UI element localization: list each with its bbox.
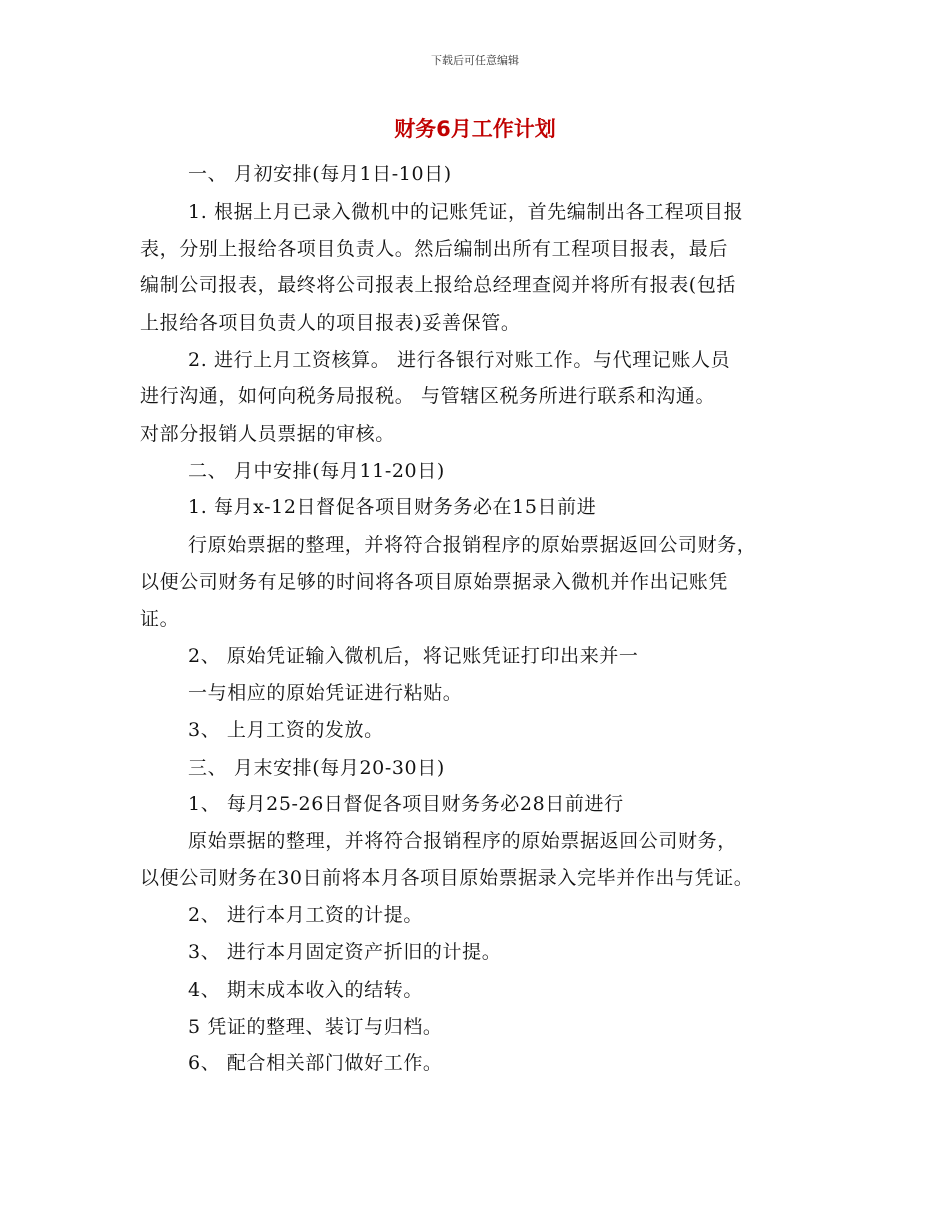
- section-heading-early-month: 一、 月初安排(每月1日-10日): [188, 163, 452, 185]
- section-heading-mid-month: 二、 月中安排(每月11-20日): [188, 460, 445, 482]
- paragraph-line: 3、 上月工资的发放。: [188, 719, 384, 741]
- paragraph-line: 以便公司财务有足够的时间将各项目原始票据录入微机并作出记账凭: [140, 571, 729, 593]
- paragraph-line: 1. 根据上月已录入微机中的记账凭证，首先编制出各工程项目报: [188, 201, 744, 223]
- paragraph-line: 3、 进行本月固定资产折旧的计提。: [188, 941, 502, 963]
- paragraph-line: 6、 配合相关部门做好工作。: [188, 1052, 443, 1074]
- paragraph-line: 原始票据的整理，并将符合报销程序的原始票据返回公司财务，: [188, 830, 737, 852]
- paragraph-line: 以便公司财务在30日前将本月各项目原始票据录入完毕并作出与凭证。: [140, 867, 754, 889]
- paragraph-line: 证。: [140, 608, 180, 630]
- paragraph-line: 1. 每月x-12日督促各项目财务务必在15日前进: [188, 496, 597, 518]
- paragraph-line: 上报给各项目负责人的项目报表)妥善保管。: [140, 312, 521, 334]
- header-note: 下载后可任意编辑: [431, 54, 519, 67]
- paragraph-line: 5 凭证的整理、装订与归档。: [188, 1016, 443, 1038]
- paragraph-line: 2、 原始凭证输入微机后，将记账凭证打印出来并一: [188, 645, 639, 667]
- paragraph-line: 行原始票据的整理，并将符合报销程序的原始票据返回公司财务，: [188, 534, 757, 556]
- paragraph-line: 2. 进行上月工资核算。 进行各银行对账工作。与代理记账人员: [188, 349, 731, 371]
- page-title: 财务6月工作计划: [394, 117, 556, 141]
- paragraph-line: 表，分别上报给各项目负责人。然后编制出所有工程项目报表，最后: [140, 238, 729, 260]
- paragraph-line: 2、 进行本月工资的计提。: [188, 904, 423, 926]
- paragraph-line: 进行沟通，如何向税务局报税。 与管辖区税务所进行联系和沟通。: [140, 385, 716, 407]
- paragraph-line: 一与相应的原始凭证进行粘贴。: [188, 682, 463, 704]
- paragraph-line: 对部分报销人员票据的审核。: [140, 423, 395, 445]
- paragraph-line: 编制公司报表，最终将公司报表上报给总经理查阅并将所有报表(包括: [140, 274, 737, 296]
- section-heading-end-month: 三、 月末安排(每月20-30日): [188, 757, 445, 779]
- paragraph-line: 1、 每月25-26日督促各项目财务务必28日前进行: [188, 793, 624, 815]
- paragraph-line: 4、 期末成本收入的结转。: [188, 979, 423, 1001]
